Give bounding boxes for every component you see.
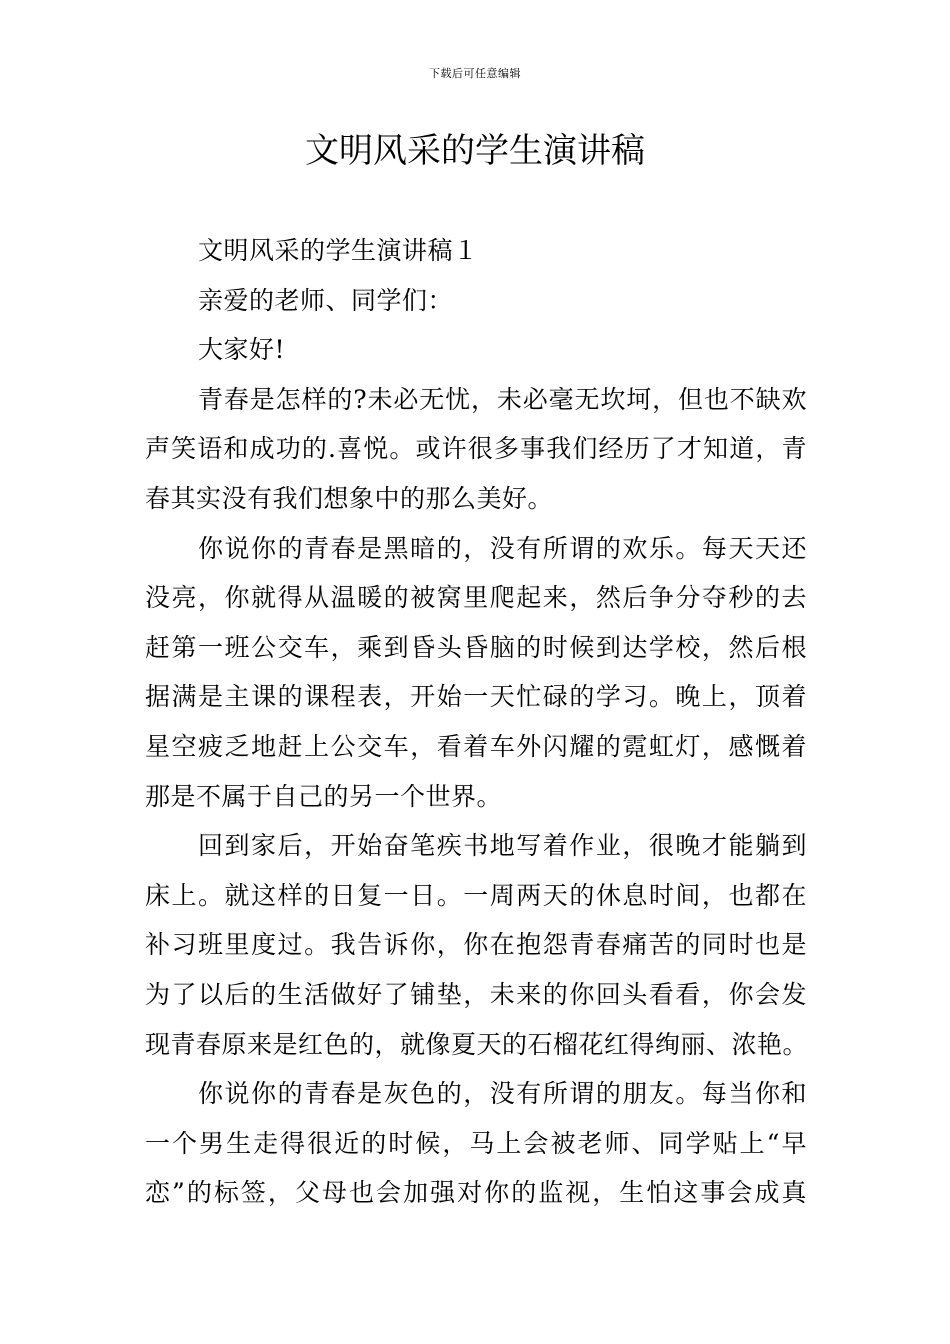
paragraph-4-line-1: 你说你的青春是灰色的，没有所谓的朋友。每当你和 (198, 1079, 807, 1109)
paragraph-2-line-1: 你说你的青春是黑暗的，没有所谓的欢乐。每天天还 (198, 533, 807, 563)
paragraph-1-line-1: 青春是怎样的?未必无忧，未必毫无坎坷，但也不缺欢 (198, 384, 807, 414)
greeting-line: 大家好! (198, 335, 286, 365)
salutation-line: 亲爱的老师、同学们： (198, 285, 454, 315)
paragraph-1-line-3: 春其实没有我们想象中的那么美好。 (145, 483, 554, 513)
paragraph-3-line-4: 为了以后的生活做好了铺垫，未来的你回头看看，你会发 (145, 979, 807, 1009)
paragraph-3-line-3: 补习班里度过。我告诉你，你在抱怨青春痛苦的同时也是 (145, 930, 807, 960)
header-note: 下载后可任意编辑 (429, 67, 521, 80)
paragraph-3-line-1: 回到家后，开始奋笔疾书地写着作业，很晚才能躺到 (198, 831, 807, 861)
paragraph-4-line-2: 一个男生走得很近的时候，马上会被老师、同学贴上“早 (145, 1128, 807, 1158)
paragraph-3-line-5: 现青春原来是红色的，就像夏天的石榴花红得绚丽、浓艳。 (145, 1029, 809, 1059)
paragraph-4-line-3: 恋”的标签，父母也会加强对你的监视，生怕这事会成真 (145, 1178, 807, 1208)
subtitle-line: 文明风采的学生演讲稿１ (198, 236, 479, 265)
paragraph-1-line-2: 声笑语和成功的.喜悦。或许很多事我们经历了才知道，青 (145, 434, 807, 464)
document-body (145, 226, 807, 1218)
paragraph-2-line-3: 赶第一班公交车，乘到昏头昏脑的时候到达学校，然后根 (145, 632, 807, 662)
paragraph-3-line-2: 床上。就这样的日复一日。一周两天的休息时间，也都在 (145, 880, 807, 910)
document-title: 文明风采的学生演讲稿 (305, 131, 645, 171)
paragraph-2-line-5: 星空疲乏地赶上公交车，看着车外闪耀的霓虹灯，感慨着 (145, 731, 807, 761)
paragraph-2-line-6: 那是不属于自己的另一个世界。 (145, 781, 503, 811)
paragraph-2-line-4: 据满是主课的课程表，开始一天忙碌的学习。晚上，顶着 (145, 682, 807, 712)
paragraph-2-line-2: 没亮，你就得从温暖的被窝里爬起来，然后争分夺秒的去 (145, 583, 807, 613)
